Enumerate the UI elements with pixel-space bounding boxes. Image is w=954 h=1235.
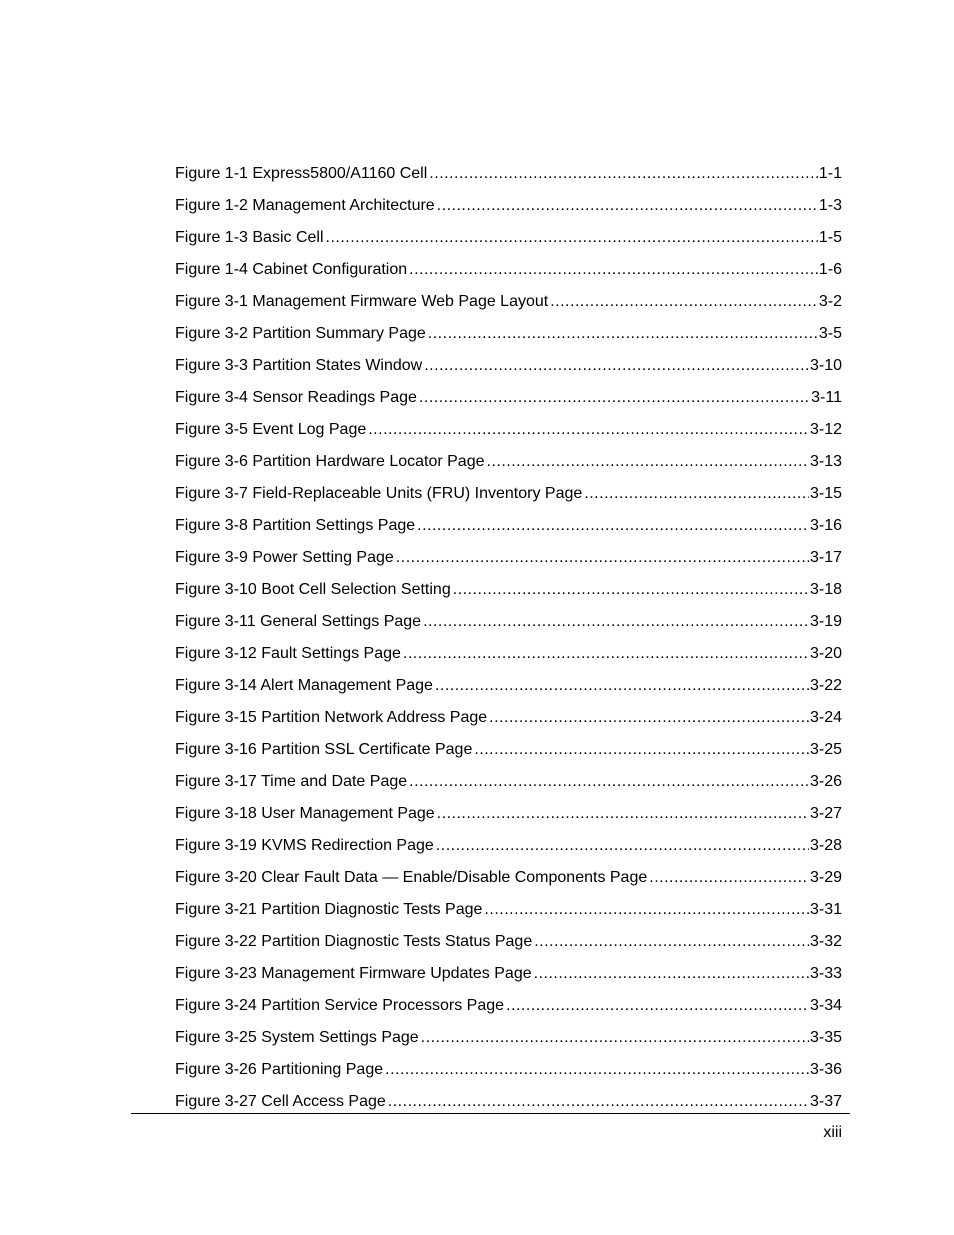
toc-entry-title: Figure 3-20 Clear Fault Data — Enable/Disable Components Page [175,869,648,886]
toc-entry[interactable] [175,958,842,990]
toc-entry[interactable] [175,286,842,318]
toc-entry-page: 3-16 [809,517,842,534]
toc-entry-page: 3-35 [809,1029,842,1046]
dot-leader [534,958,809,990]
dot-leader [429,158,818,190]
toc-entry[interactable] [175,382,842,414]
toc-entry[interactable] [175,574,842,606]
toc-entry-title: Figure 3-12 Fault Settings Page [175,645,401,662]
toc-entry-title: Figure 3-14 Alert Management Page [175,677,433,694]
dot-leader [489,702,809,734]
toc-entry-page: 3-31 [809,901,842,918]
toc-entry[interactable] [175,766,842,798]
toc-entry-title: Figure 3-18 User Management Page [175,805,435,822]
toc-entry-title: Figure 3-9 Power Setting Page [175,549,394,566]
toc-entry-title: Figure 1-1 Express5800/A1160 Cell [175,165,428,182]
toc-entry-page: 3-20 [809,645,842,662]
dot-leader [409,766,809,798]
toc-entry-page: 3-5 [818,325,842,342]
toc-entry-page: 3-18 [809,581,842,598]
dot-leader [550,286,818,318]
toc-entry-page: 3-12 [809,421,842,438]
toc-entry-title: Figure 3-22 Partition Diagnostic Tests Status Page [175,933,533,950]
toc-entry[interactable] [175,414,842,446]
toc-entry-page: 3-26 [809,773,842,790]
dot-leader [453,574,809,606]
toc-entry[interactable] [175,1022,842,1054]
toc-entry[interactable] [175,542,842,574]
toc-entry-title: Figure 3-1 Management Firmware Web Page Layout [175,293,549,310]
toc-entry-page: 3-36 [809,1061,842,1078]
toc-entry-title: Figure 1-3 Basic Cell [175,229,324,246]
toc-entry-page: 3-29 [809,869,842,886]
dot-leader [421,1022,809,1054]
dot-leader [487,446,809,478]
toc-entry[interactable] [175,222,842,254]
dot-leader [437,798,809,830]
toc-entry-title: Figure 3-16 Partition SSL Certificate Page [175,741,473,758]
toc-entry[interactable] [175,702,842,734]
toc-entry[interactable] [175,894,842,926]
toc-entry-page: 1-3 [818,197,842,214]
toc-entry-page: 3-11 [811,389,842,406]
dot-leader [424,350,809,382]
toc-entry-page: 3-13 [809,453,842,470]
toc-entry-page: 3-15 [809,485,842,502]
toc-entry-page: 1-6 [818,261,842,278]
dot-leader [534,926,809,958]
dot-leader [474,734,809,766]
page-number: xiii [823,1124,842,1141]
toc-entry-title: Figure 3-24 Partition Service Processors Page [175,997,505,1014]
toc-entry[interactable] [175,862,842,894]
toc-entry-page: 3-32 [809,933,842,950]
dot-leader [409,254,818,286]
toc-entry-page: 3-10 [809,357,842,374]
dot-leader [396,542,809,574]
toc-entry[interactable] [175,798,842,830]
dot-leader [484,894,809,926]
toc-entry-page: 3-17 [809,549,842,566]
dot-leader [423,606,809,638]
toc-entry-title: Figure 3-17 Time and Date Page [175,773,408,790]
dot-leader [506,990,809,1022]
toc-entry[interactable] [175,606,842,638]
toc-entry-title: Figure 3-26 Partitioning Page [175,1061,384,1078]
toc-entry[interactable] [175,350,842,382]
toc-entry[interactable] [175,446,842,478]
toc-entry-page: 3-34 [809,997,842,1014]
toc-entry[interactable] [175,990,842,1022]
toc-entry[interactable] [175,510,842,542]
toc-entry[interactable] [175,670,842,702]
toc-entry-page: 3-24 [809,709,842,726]
dot-leader [417,510,809,542]
toc-entry-page: 3-22 [809,677,842,694]
toc-entry[interactable] [175,318,842,350]
toc-entry-title: Figure 3-23 Management Firmware Updates Page [175,965,532,982]
toc-entry-title: Figure 3-7 Field-Replaceable Units (FRU) Inventory Page [175,485,583,502]
dot-leader [437,190,818,222]
toc-entry-title: Figure 3-6 Partition Hardware Locator Page [175,453,485,470]
toc-entry[interactable] [175,830,842,862]
toc-entry-title: Figure 3-8 Partition Settings Page [175,517,416,534]
toc-entry-page: 3-19 [809,613,842,630]
toc-entry-title: Figure 3-4 Sensor Readings Page [175,389,417,406]
dot-leader [368,414,809,446]
toc-entry-page: 3-33 [809,965,842,982]
toc-entry-page: 3-2 [818,293,842,310]
toc-entry[interactable] [175,254,842,286]
toc-entry-title: Figure 3-15 Partition Network Address Page [175,709,488,726]
toc-entry[interactable] [175,638,842,670]
dot-leader [419,382,810,414]
toc-entry[interactable] [175,926,842,958]
dot-leader [403,638,809,670]
dot-leader [649,862,809,894]
toc-entry-title: Figure 1-4 Cabinet Configuration [175,261,408,278]
dot-leader [435,670,809,702]
toc-entry-page: 1-5 [818,229,842,246]
dot-leader [428,318,818,350]
toc-entry-page: 3-37 [809,1093,842,1110]
footer-divider [131,1113,850,1114]
toc-entry[interactable] [175,158,842,190]
dot-leader [584,478,809,510]
toc-entry-title: Figure 3-2 Partition Summary Page [175,325,426,342]
toc-entry[interactable] [175,734,842,766]
toc-entry-title: Figure 3-27 Cell Access Page [175,1093,386,1110]
toc-entry-title: Figure 3-25 System Settings Page [175,1029,419,1046]
toc-entry-title: Figure 3-19 KVMS Redirection Page [175,837,434,854]
toc-entry-page: 1-1 [818,165,842,182]
toc-entry[interactable] [175,190,842,222]
toc-entry-title: Figure 3-3 Partition States Window [175,357,423,374]
toc-entry-title: Figure 3-10 Boot Cell Selection Setting [175,581,451,598]
dot-leader [326,222,818,254]
toc-entry-title: Figure 3-21 Partition Diagnostic Tests Page [175,901,483,918]
list-of-figures [175,158,842,1118]
toc-entry-page: 3-25 [809,741,842,758]
toc-entry-title: Figure 3-11 General Settings Page [175,613,422,630]
toc-entry-page: 3-27 [809,805,842,822]
dot-leader [436,830,809,862]
toc-entry[interactable] [175,1054,842,1086]
toc-entry-title: Figure 3-5 Event Log Page [175,421,367,438]
toc-entry-page: 3-28 [809,837,842,854]
toc-entry-title: Figure 1-2 Management Architecture [175,197,435,214]
dot-leader [385,1054,809,1086]
toc-entry[interactable] [175,478,842,510]
